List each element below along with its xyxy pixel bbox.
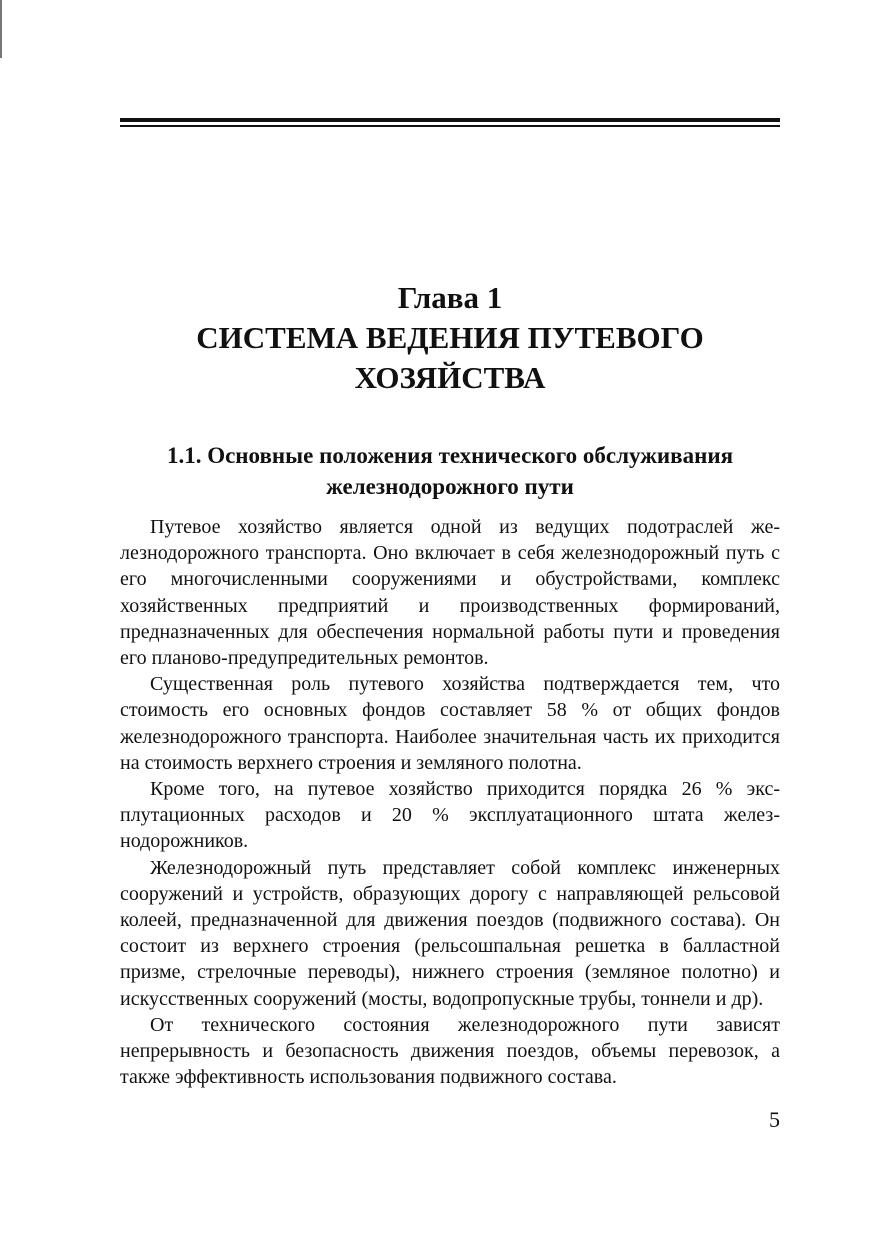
section-title-line: железнодорожного пути [326,474,574,499]
header-rule-thin [120,125,780,127]
page-number: 5 [769,1107,780,1132]
chapter-label: Глава 1 [397,280,503,315]
paragraph: Железнодорожный путь представляет собой комплекс инженерных сооружений и устройств, образующих дорогу с направляющей рельсовой колеей, предназначенной для движения поездов (подвижного состава). Он состоит из верхнего строения (рельсошпальная решетка в балластной призме, стрелочные переводы), нижнего строения (земляное полотно) и искусственных сооружений (мосты, водопропускные трубы, тоннели и др). [120,856,780,1010]
chapter-title-line: ХОЗЯЙСТВА [354,360,546,395]
chapter-title-line: СИСТЕМА ВЕДЕНИЯ ПУТЕВОГО [196,320,704,355]
section-title [120,440,780,502]
section-title-line: 1.1. Основные положения технического обслуживания [166,443,734,468]
header-rule-thick [120,118,780,122]
scan-edge-line [0,0,2,58]
body-text [120,514,780,1090]
paragraph: Кроме того, на путевое хозяйство приходится порядка 26 % эксплутационных расходов и 20 % эксплуатационного штата железнодорожников. [120,778,780,853]
paragraph: Путевое хозяйство является одной из ведущих подотраслей железнодорожного транспорта. Оно включает в себя железнодорожный путь с его многочисленными сооружениями и обустройствами, комплекс хозяйственных предприятий и производственных формирований, предназначенных для обеспечения нормальной работы пути и проведения его планово-предупредительных ремонтов. [120,516,780,670]
paragraph: Существенная роль путевого хозяйства подтверждается тем, что стоимость его основных фондов составляет 58 % от общих фондов железнодорожного транспорта. Наиболее значительная часть их приходится на стоимость верхнего строения и земляного полотна. [120,673,780,774]
chapter-title [120,318,780,398]
paragraph: От технического состояния железнодорожного пути зависят непрерывность и безопасность движения поездов, объемы перевозок, а также эффективность использования подвижного состава. [120,1013,780,1089]
